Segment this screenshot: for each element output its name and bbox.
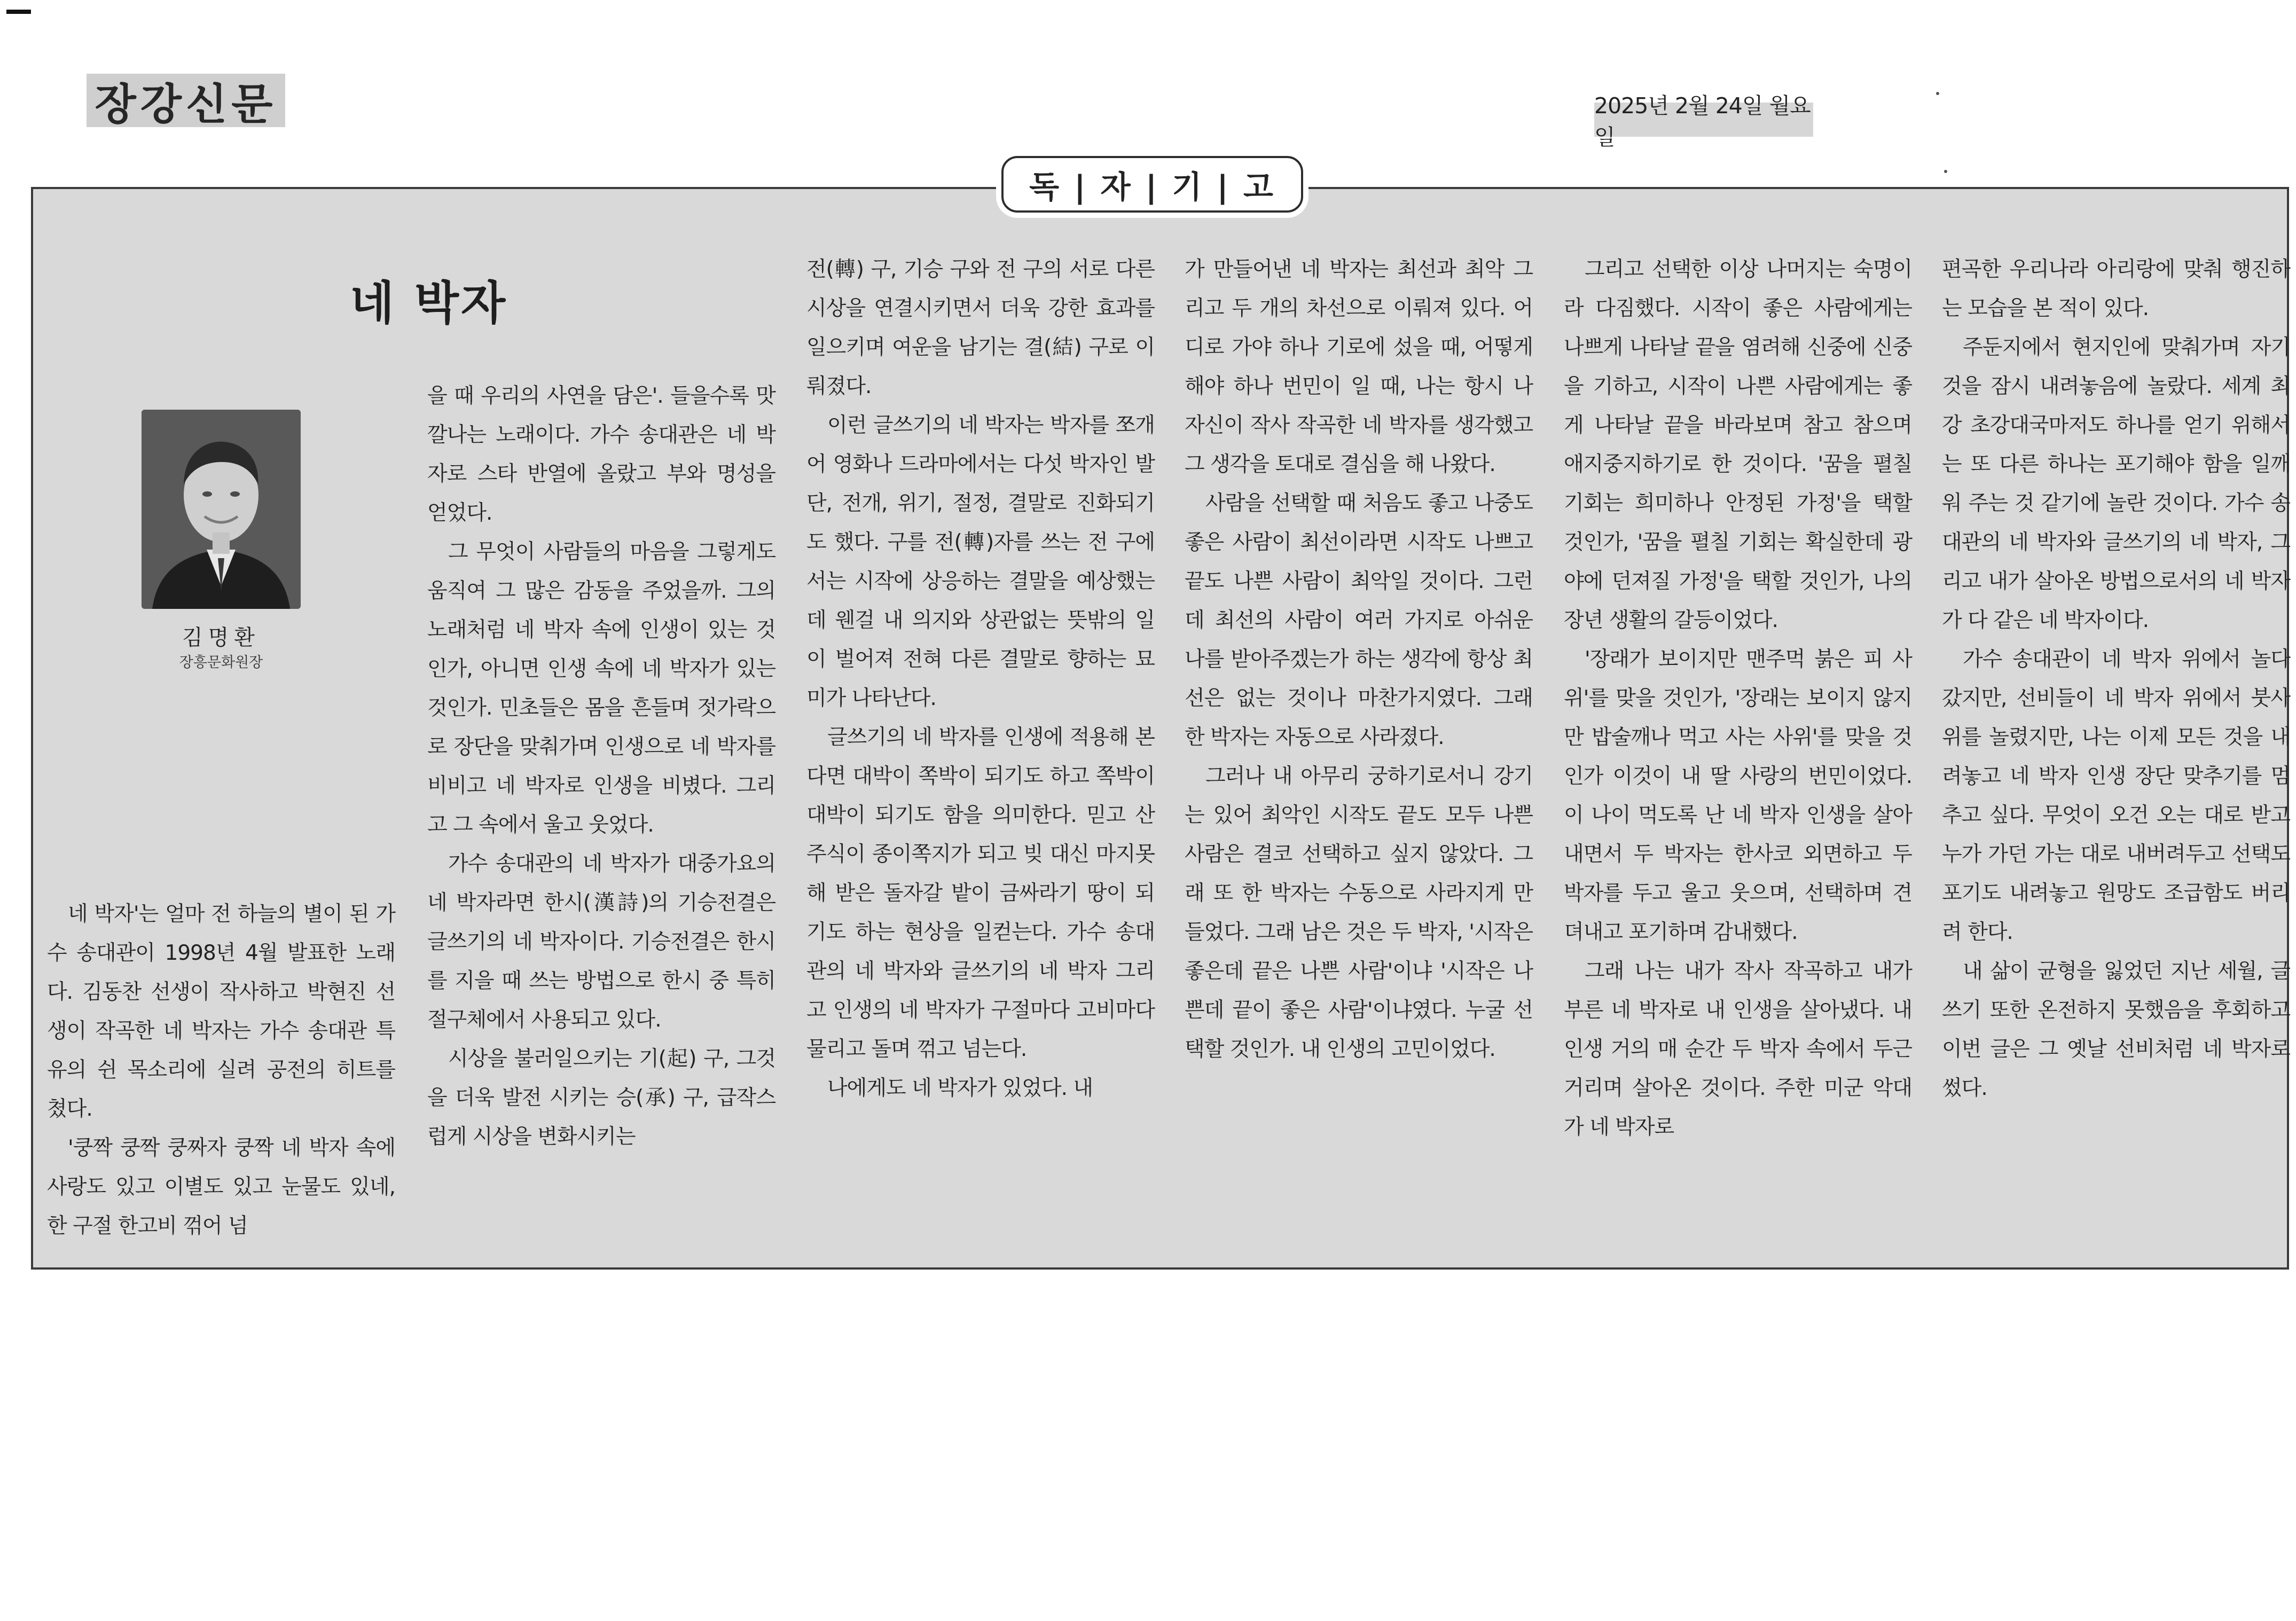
article-paragraph: 나에게도 네 박자가 있었다. 내: [827, 1076, 1093, 1100]
article-paragraph: 그러나 내 아무리 궁하기로서니 강기는 있어 최악인 시작도 끝도 모두 나쁜 사람은 결코 선택하고 싶지 않았다. 그래 또 한 박자는 수동으로 사라지게 만들었다. 그래 남은 것은 두 박자, '시작은 좋은데 끝은 나쁜 사람'이냐 '시작은 나쁜데 끝이 좋은 사람'이냐였다. 누굴 선택할 것인가. 내 인생의 고민이었다.: [1185, 764, 1533, 1061]
scan-speck: [1944, 170, 1947, 173]
scan-speck: [1936, 92, 1939, 95]
article-paragraph: 그래 나는 내가 작사 작곡하고 내가 부른 네 박자로 내 인생을 살아냈다. 내 인생 거의 매 순간 두 박자 속에서 두근거리며 살아온 것이다. 주한 미군 악대가 네 박자로: [1564, 959, 1912, 1139]
article-paragraph: 글쓰기의 네 박자를 인생에 적용해 본다면 대박이 쪽박이 되기도 하고 쪽박이 대박이 되기도 함을 의미한다. 믿고 산 주식이 종이쪽지가 되고 빚 대신 마지못해 받은 돌자갈 밭이 금싸라기 땅이 되기도 하는 현상을 일컫는다. 가수 송대관의 네 박자와 글쓰기의 네 박자 그리고 인생의 네 박자가 구절마다 고비마다 물리고 돌며 꺾고 넘는다.: [806, 725, 1155, 1061]
article-paragraph: 가수 송대관의 네 박자가 대중가요의 네 박자라면 한시(漢詩)의 기승전결은 글쓰기의 네 박자이다. 기승전결은 한시를 지을 때 쓰는 방법으로 한시 중 특히 절구체에서 사용되고 있다.: [427, 852, 775, 1032]
article-paragraph: '쿵짝 쿵짝 쿵짜자 쿵짝 네 박자 속에 사랑도 있고 이별도 있고 눈물도 있네, 한 구절 한고비 꺾어 넘: [47, 1136, 395, 1238]
article-column-3: [806, 250, 1155, 1108]
article-paragraph: 그 무엇이 사람들의 마음을 그렇게도 움직여 그 많은 감동을 주었을까. 그의 노래처럼 네 박자 속에 인생이 있는 것인가, 아니면 인생 속에 네 박자가 있는 것인가. 민초들은 몸을 흔들며 젓가락으로 장단을 맞춰가며 인생으로 네 박자를 비비고 네 박자로 인생을 비볐다. 그리고 그 속에서 울고 웃었다.: [427, 540, 775, 837]
section-banner: [1001, 156, 1303, 213]
article-column-5: [1564, 250, 1912, 1147]
publication-date-box: [1594, 93, 1813, 150]
article-paragraph: 주둔지에서 현지인에 맞춰가며 자기 것을 잠시 내려놓음에 놀랐다. 세계 최강 초강대국마저도 하나를 얻기 위해서는 또 다른 하나는 포기해야 함을 일깨워 주는 것 같기에 놀란 것이다. 가수 송대관의 네 박자와 글쓰기의 네 박자, 그리고 내가 살아온 방법으로서의 네 박자가 다 같은 네 박자이다.: [1942, 335, 2290, 632]
article-paragraph: 가 만들어낸 네 박자는 최선과 최악 그리고 두 개의 차선으로 이뤄져 있다. 어디로 가야 하나 기로에 섰을 때, 어떻게 해야 하나 번민이 일 때, 나는 항시 나 자신이 작사 작곡한 네 박자를 생각했고 그 생각을 토대로 결심을 해 나왔다.: [1185, 257, 1533, 476]
author-portrait-icon: [142, 410, 301, 609]
article-paragraph: 시상을 불러일으키는 기(起) 구, 그것을 더욱 발전 시키는 승(承) 구, 급작스럽게 시상을 변화시키는: [427, 1047, 775, 1149]
article-paragraph: 그리고 선택한 이상 나머지는 숙명이라 다짐했다. 시작이 좋은 사람에게는 나쁘게 나타날 끝을 염려해 신중에 신중을 기하고, 시작이 나쁜 사람에게는 좋게 나타날 끝을 바라보며 참고 참으며 애지중지하기로 한 것이다. '꿈을 펼칠 기회는 희미하나 안정된 가정'을 택할 것인가, '꿈을 펼칠 기회는 확실한데 광야에 던져질 가정'을 택할 것인가, 나의 장년 생활의 갈등이었다.: [1564, 257, 1912, 632]
article-paragraph: 편곡한 우리나라 아리랑에 맞춰 행진하는 모습을 본 적이 있다.: [1942, 257, 2290, 320]
publication-date: 2025년 2월 24일 월요일: [1594, 93, 1811, 150]
section-label: 독 | 자 | 기 | 고: [1029, 169, 1275, 205]
article-column-6: [1942, 250, 2290, 1108]
article-paragraph: 을 때 우리의 사연을 담은'. 들을수록 맛깔나는 노래이다. 가수 송대관은 네 박자로 스타 반열에 올랐고 부와 명성을 얻었다.: [427, 384, 775, 525]
article-column-4: [1185, 250, 1533, 1069]
author-title: 장흥문화원장: [179, 654, 263, 671]
article-headline: 네 박자: [350, 277, 508, 330]
article-paragraph: '장래가 보이지만 맨주먹 붉은 피 사위'를 맞을 것인가, '장래는 보이지 않지만 밥술깨나 먹고 사는 사위'를 맞을 것인가 이것이 내 딸 사랑의 번민이었다. 이 나이 먹도록 난 네 박자 인생을 살아내면서 두 박자는 한사코 외면하고 두 박자를 두고 울고 웃으며, 선택하며 견뎌내고 포기하며 감내했다.: [1564, 647, 1912, 944]
article-paragraph: 사람을 선택할 때 처음도 좋고 나중도 좋은 사람이 최선이라면 시작도 나쁘고 끝도 나쁜 사람이 최악일 것이다. 그런데 최선의 사람이 여러 가지로 아쉬운 나를 받아주겠는가 하는 생각에 항상 최선은 없는 것이나 마찬가지였다. 그래 한 박자는 자동으로 사라졌다.: [1185, 491, 1533, 749]
author-name: 김명환: [182, 625, 260, 650]
page-corner-mark: [6, 10, 31, 14]
article-paragraph: 가수 송대관이 네 박자 위에서 놀다 갔지만, 선비들이 네 박자 위에서 붓사위를 놀렸지만, 나는 이제 모든 것을 내려놓고 네 박자 인생 장단 맞추기를 멈추고 싶다. 무엇이 오건 오는 대로 받고 누가 가던 가는 대로 내버려두고 선택도 포기도 내려놓고 원망도 조급함도 버리려 한다.: [1942, 647, 2290, 944]
article-paragraph: 전(轉) 구, 기승 구와 전 구의 서로 다른 시상을 연결시키면서 더욱 강한 효과를 일으키며 여운을 남기는 결(結) 구로 이뤄졌다.: [806, 257, 1155, 398]
newspaper-name: 장강신문: [95, 79, 277, 129]
article-column-1: [47, 895, 395, 1246]
article-paragraph: 네 박자'는 얼마 전 하늘의 별이 된 가수 송대관이 1998년 4월 발표한 노래다. 김동찬 선생이 작사하고 박현진 선생이 작곡한 네 박자는 가수 송대관 특유의 쉰 목소리에 실려 공전의 히트를 쳤다.: [47, 902, 395, 1121]
article-paragraph: 내 삶이 균형을 잃었던 지난 세월, 글쓰기 또한 온전하지 못했음을 후회하고 이번 글은 그 옛날 선비처럼 네 박자로 썼다.: [1942, 959, 2290, 1100]
newspaper-masthead: [87, 74, 285, 127]
article-column-2: [427, 377, 775, 1156]
article-paragraph: 이런 글쓰기의 네 박자는 박자를 쪼개어 영화나 드라마에서는 다섯 박자인 발단, 전개, 위기, 절정, 결말로 진화되기도 했다. 구를 전(轉)자를 쓰는 전 구에서는 시작에 상응하는 결말을 예상했는데 웬걸 내 의지와 상관없는 뜻밖의 일이 벌어져 전혀 다른 결말로 향하는 묘미가 나타난다.: [806, 413, 1155, 710]
author-photo: [142, 410, 301, 609]
